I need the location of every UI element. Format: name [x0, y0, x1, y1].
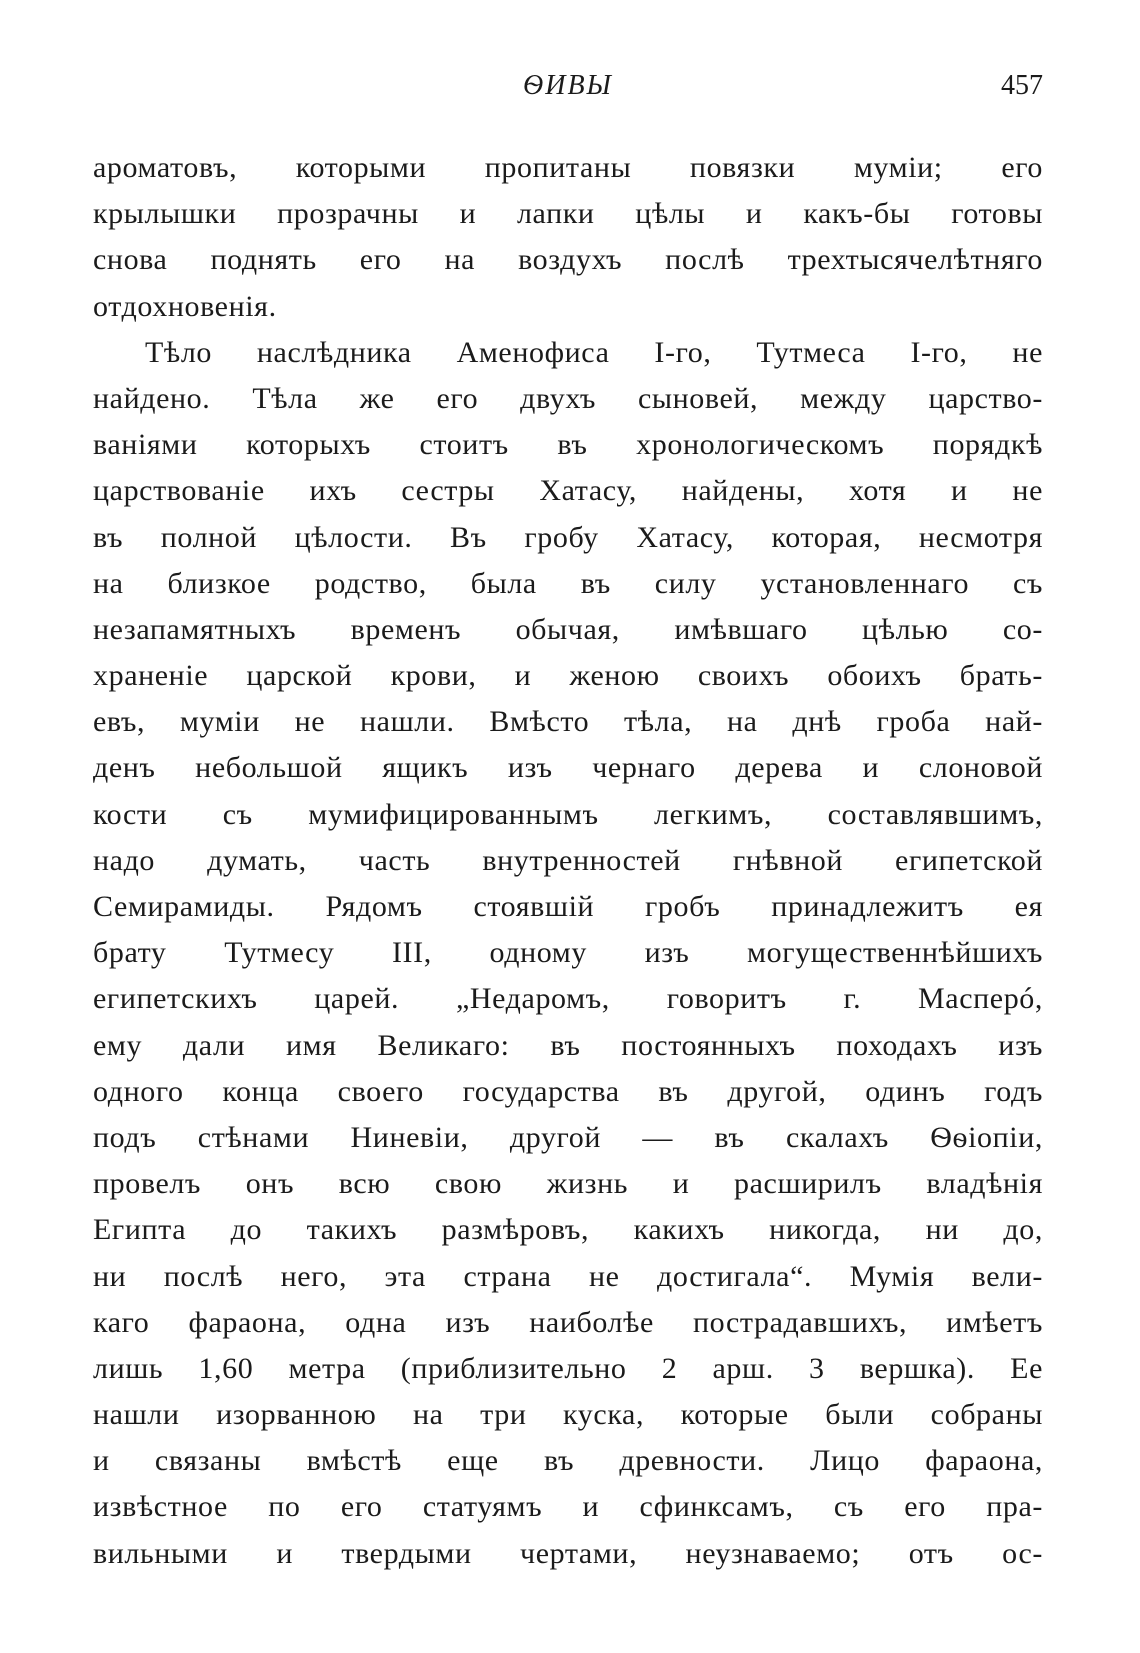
paragraph-1 — [93, 145, 1043, 330]
text-line: извѣстное по его статуямъ и сфинксамъ, съ его пра- — [93, 1490, 1043, 1524]
text-line: одного конца своего государства въ другой, одинъ годъ — [93, 1074, 1043, 1108]
text-line: лишь 1,60 метра (приблизительно 2 арш. 3 вершка). Ее — [93, 1351, 1043, 1385]
text-line: и связаны вмѣстѣ еще въ древности. Лицо фараона, — [93, 1444, 1043, 1478]
text-line: Египта до такихъ размѣровъ, какихъ никогда, ни до, — [93, 1213, 1043, 1247]
page-number: 457 — [1001, 70, 1043, 101]
text-line: Семирамиды. Рядомъ стоявшій гробъ принадлежитъ ея — [93, 890, 1043, 923]
text-line: подъ стѣнами Ниневіи, другой — въ скалахъ Ѳѳіопіи, — [93, 1120, 1043, 1154]
text-line: ему дали имя Великаго: въ постоянныхъ походахъ изъ — [93, 1028, 1043, 1062]
text-line: ни послѣ него, эта страна не достигала“. Мумія вели- — [93, 1259, 1043, 1293]
text-line: евъ, муміи не нашли. Вмѣсто тѣла, на днѣ гроба най- — [93, 705, 1043, 739]
text-line: крылышки прозрачны и лапки цѣлы и какъ-бы готовы — [93, 197, 1043, 231]
text-line: нашли изорванною на три куска, которые были собраны — [93, 1398, 1043, 1432]
page-header — [93, 62, 1043, 112]
paragraph-2 — [93, 330, 1043, 1577]
running-title: ѲИВЫ — [523, 70, 613, 101]
text-line: ваніями которыхъ стоитъ въ хронологическомъ порядкѣ — [93, 428, 1043, 462]
text-line: Тѣло наслѣдника Аменофиса I-го, Тутмеса I-го, не — [145, 335, 1043, 369]
text-line: ароматовъ, которыми пропитаны повязки муміи; его — [93, 151, 1043, 184]
text-line: вильными и твердыми чертами, неузнаваемо; отъ ос- — [93, 1536, 1043, 1570]
text-line: провелъ онъ всю свою жизнь и расширилъ владѣнія — [93, 1167, 1043, 1201]
text-line: брату Тутмесу III, одному изъ могущественнѣйшихъ — [93, 936, 1043, 970]
text-line: каго фараона, одна изъ наиболѣе пострадавшихъ, имѣетъ — [93, 1305, 1043, 1339]
body-text — [93, 145, 1043, 1577]
text-line: египетскихъ царей. „Недаромъ, говоритъ г. Масперó, — [93, 982, 1043, 1016]
text-line: найдено. Тѣла же его двухъ сыновей, между царство- — [93, 381, 1043, 415]
text-line: въ полной цѣлости. Въ гробу Хатасу, которая, несмотря — [93, 520, 1043, 554]
text-line: снова поднять его на воздухъ послѣ трехтысячелѣтняго — [93, 243, 1043, 277]
text-line: денъ небольшой ящикъ изъ чернаго дерева и слоновой — [93, 751, 1043, 785]
text-line: надо думать, часть внутренностей гнѣвной египетской — [93, 843, 1043, 877]
text-line: царствованіе ихъ сестры Хатасу, найдены, хотя и не — [93, 474, 1043, 508]
text-line: незапамятныхъ временъ обычая, имѣвшаго цѣлью со- — [93, 612, 1043, 646]
text-line: храненіе царской крови, и женою своихъ обоихъ брать- — [93, 659, 1043, 693]
text-line: отдохновенія. — [93, 289, 277, 323]
text-line: на близкое родство, была въ силу установленнаго съ — [93, 566, 1043, 600]
text-line: кости съ мумифицированнымъ легкимъ, составлявшимъ, — [93, 797, 1043, 831]
